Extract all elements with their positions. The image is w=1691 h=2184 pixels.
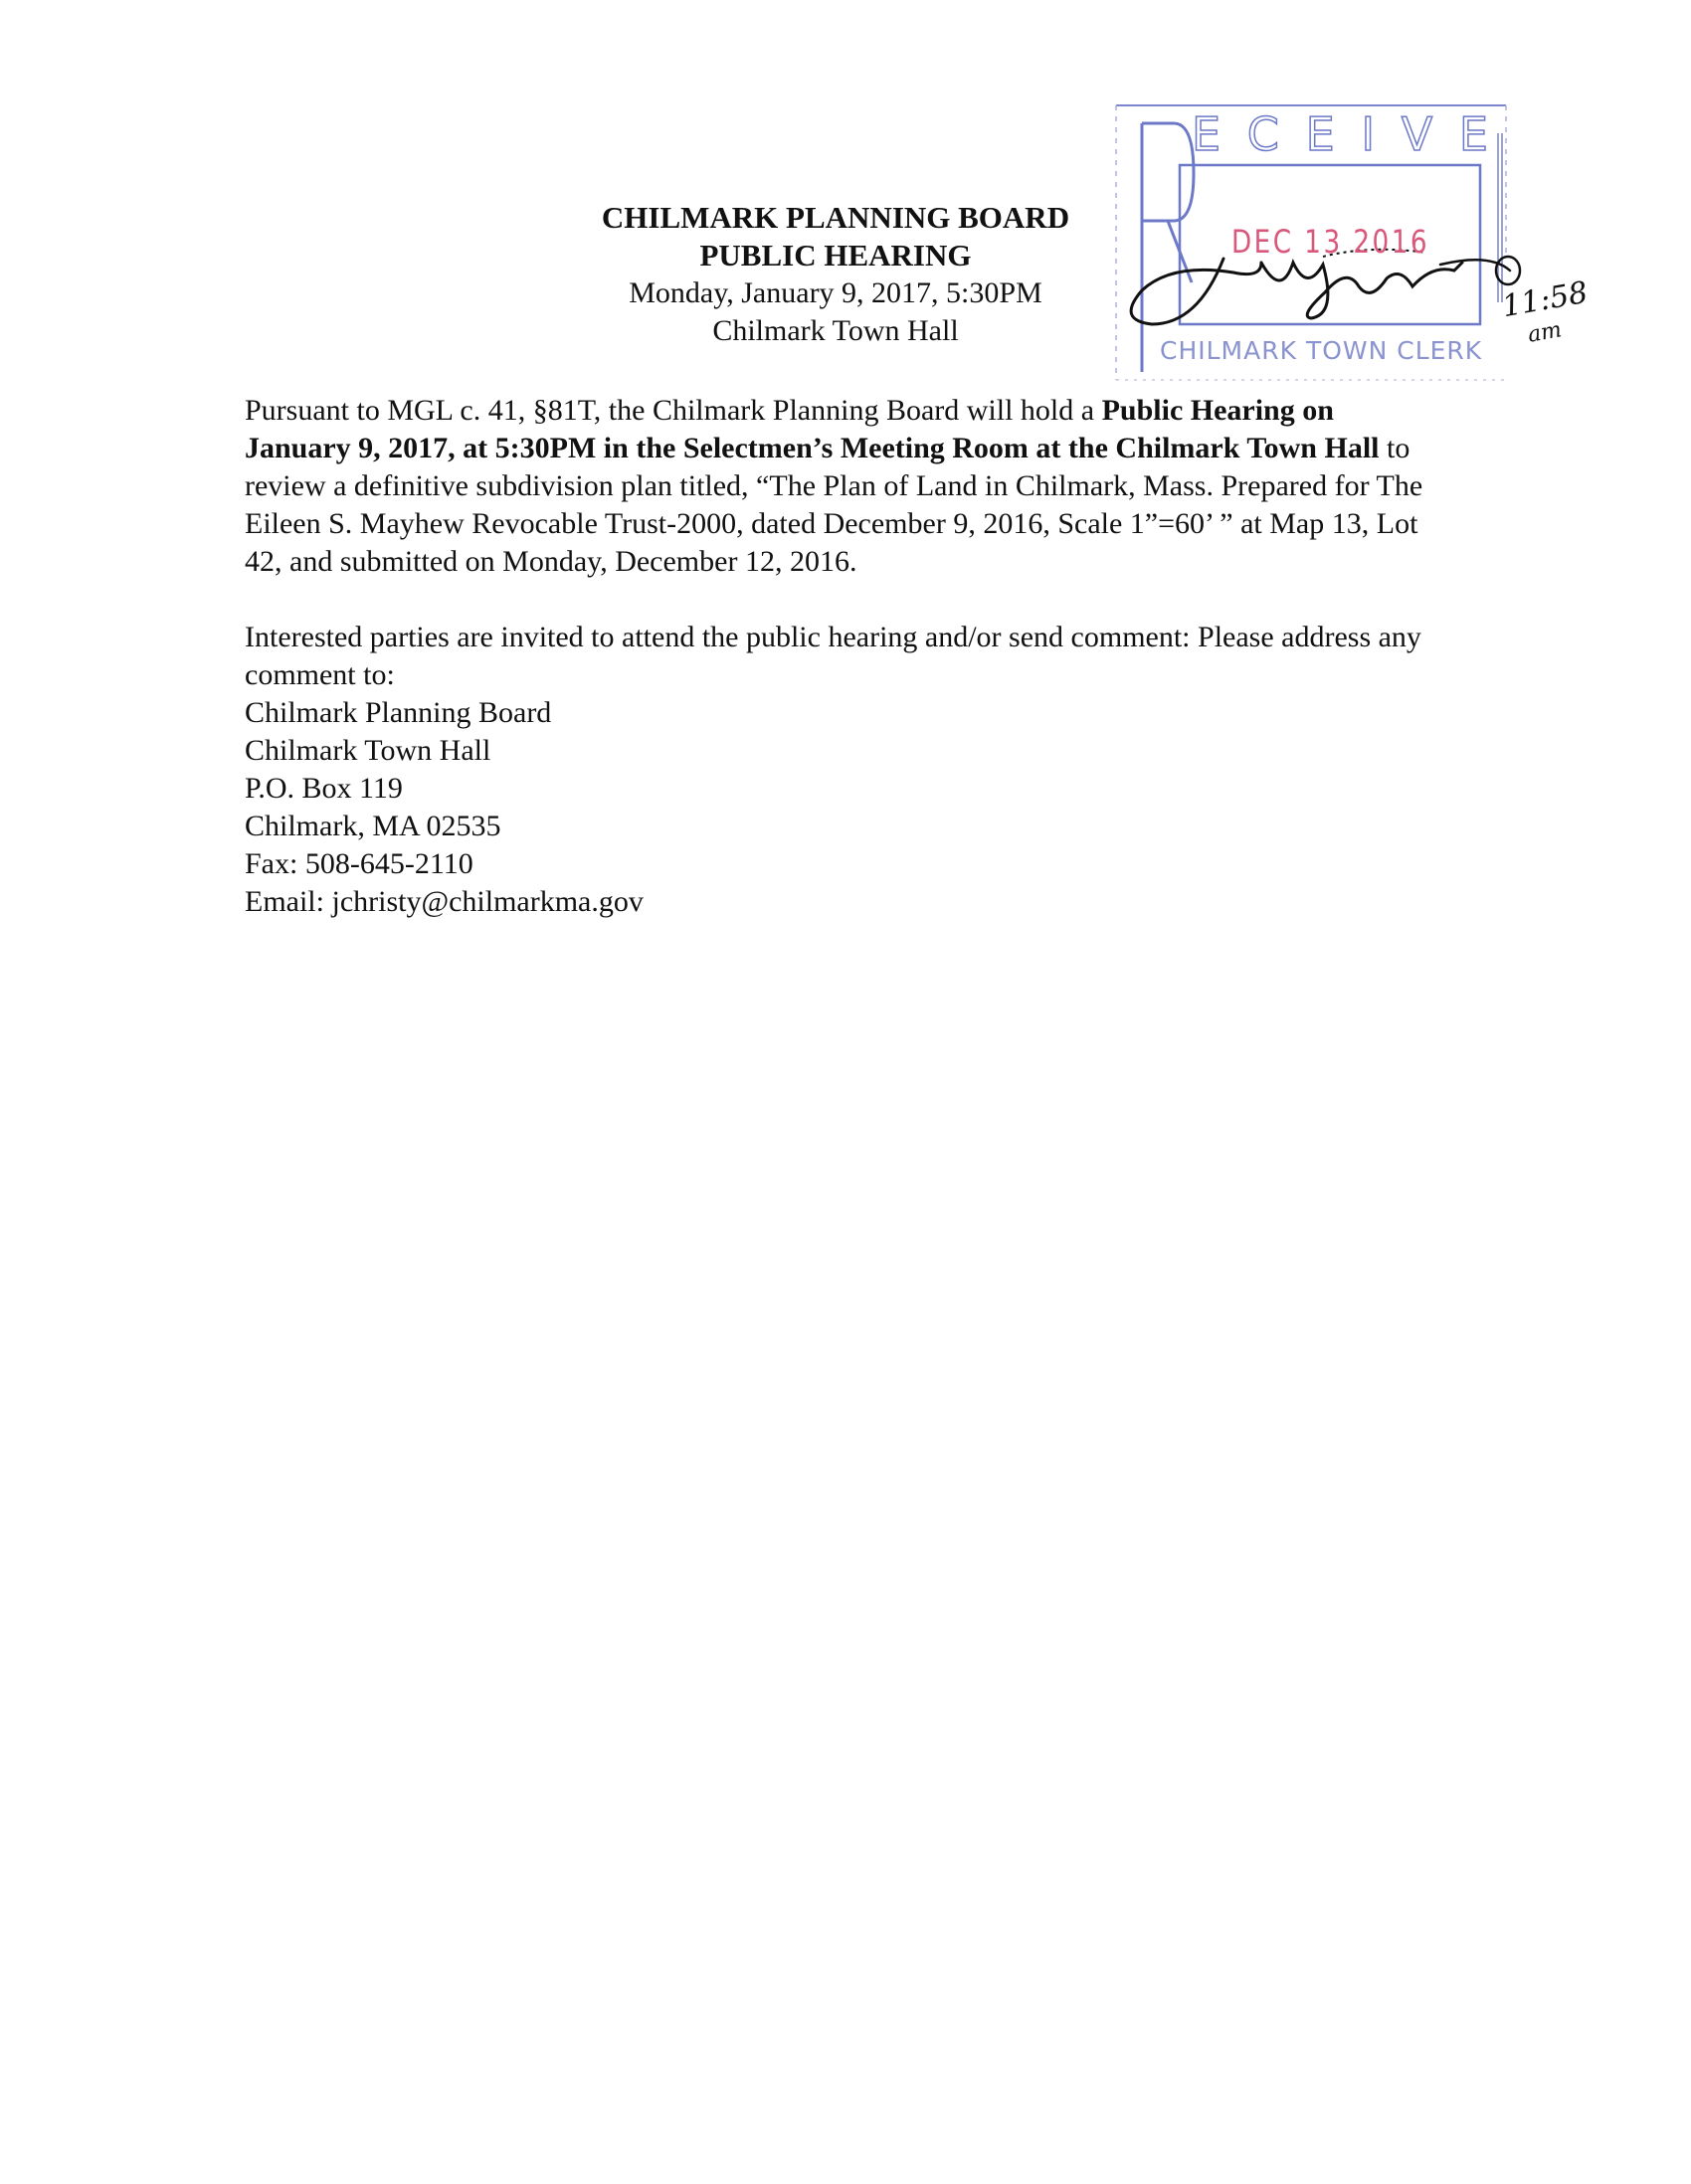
stamp-letter: I [1361, 107, 1378, 161]
stamp-letter: C [1246, 107, 1281, 161]
address-email: Email: jchristy@chilmarkma.gov [245, 885, 644, 918]
comment-intro: Interested parties are invited to attend the public hearing and/or send comment: Please address any comment to: [245, 621, 1421, 691]
address-name: Chilmark Planning Board [245, 696, 552, 729]
address-city: Chilmark, MA 02535 [245, 810, 501, 842]
notice-text-intro: Pursuant to MGL c. 41, §81T, the Chilmark Planning Board will hold a [245, 394, 1102, 427]
hearing-title: PUBLIC HEARING [699, 238, 972, 273]
stamp-letter: E [1305, 107, 1337, 161]
comment-paragraph [245, 619, 1438, 921]
notice-body [245, 392, 1438, 921]
address-fax: Fax: 508-645-2110 [245, 847, 473, 880]
notice-paragraph [245, 392, 1438, 581]
stamp-letter: V [1401, 107, 1435, 161]
hearing-location: Chilmark Town Hall [712, 314, 959, 347]
notice-header [517, 199, 1154, 350]
stamp-date: DEC 13 2016 [1231, 223, 1430, 261]
stamp-letter: E [1458, 107, 1490, 161]
address-po-box: P.O. Box 119 [245, 772, 403, 805]
handwritten-ampm: am [1526, 317, 1564, 348]
stamp-clerk-label: CHILMARK TOWN CLERK [1160, 336, 1483, 365]
stamp-letter: E [1192, 107, 1223, 161]
board-title: CHILMARK PLANNING BOARD [601, 200, 1070, 235]
handwritten-time: 11:58 [1499, 274, 1591, 325]
hearing-date: Monday, January 9, 2017, 5:30PM [629, 276, 1042, 309]
notice-text-bold: Public Hearing on January 9, 2017, at 5:30PM in the Selectmen’s Meeting Room at the Chilmark Town Hall [245, 394, 1380, 464]
address-building: Chilmark Town Hall [245, 734, 491, 767]
notice-text-rest: to review a definitive subdivision plan titled, “The Plan of Land in Chilmark, Mass. Prepared for The Eileen S. Mayhew Revocable Trust-2000, dated December 9, 2016, Scale 1”=60’ ” at Map 13, Lot 42, and submitted on Monday, December 12, 2016. [245, 432, 1423, 578]
received-stamp [1112, 103, 1591, 382]
received-letters [1192, 107, 1490, 161]
